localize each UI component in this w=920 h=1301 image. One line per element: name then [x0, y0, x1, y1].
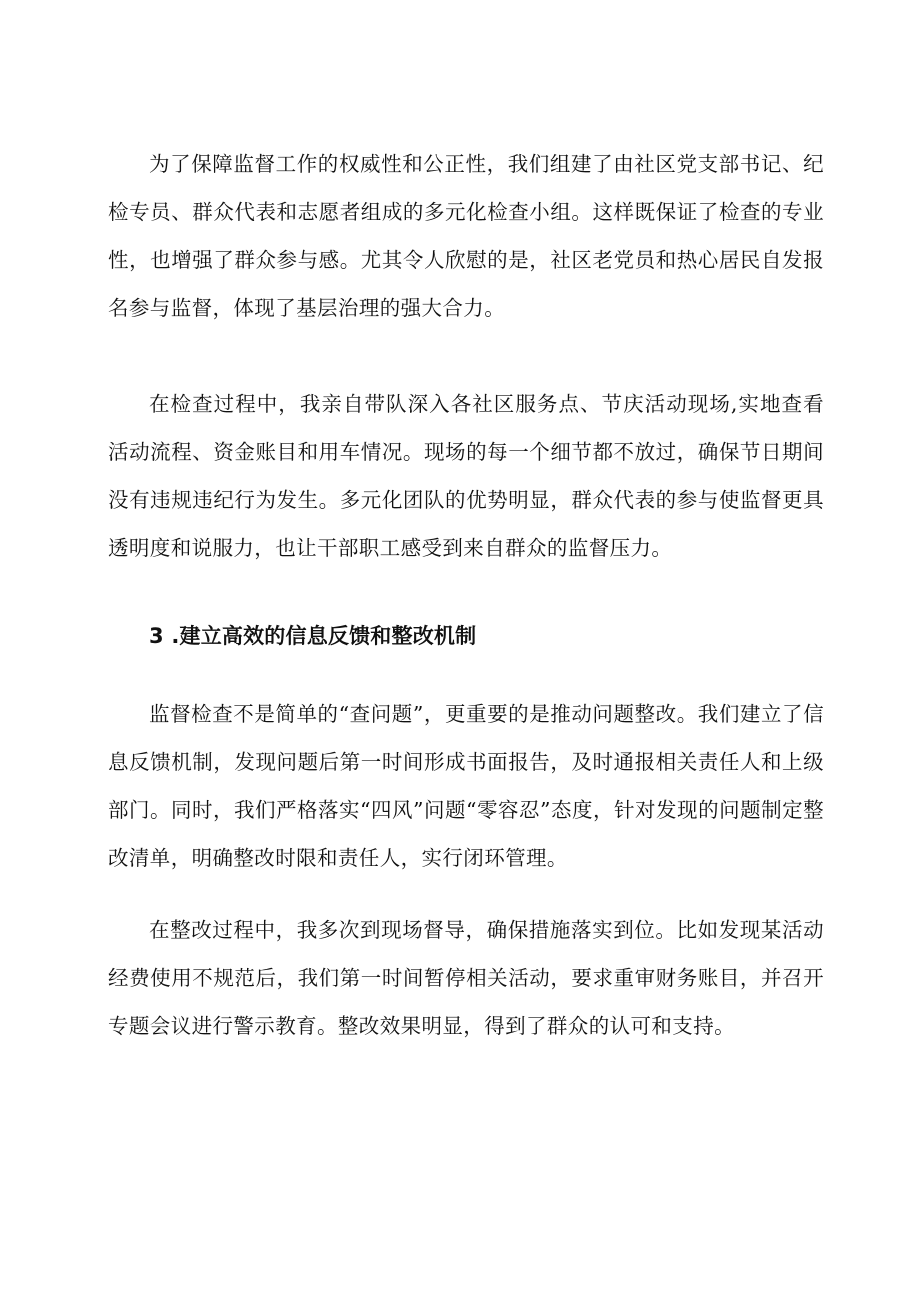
section-heading: 3 .建立高效的信息反馈和整改机制	[149, 624, 477, 648]
section-paragraph-2: 在整改过程中，我多次到现场督导，确保措施落实到位。比如发现某活动经费使用不规范后，我们第一时间暂停相关活动，要求重审财务账目，并召开专题会议进行警示教育。整改效果明显，得到了群众的认可和支持。	[108, 918, 824, 1038]
body-paragraph-2: 在检查过程中，我亲自带队深入各社区服务点、节庆活动现场,实地查看活动流程、资金账目和用车情况。现场的每一个细节都不放过，确保节日期间没有违规违纪行为发生。多元化团队的优势明显，群众代表的参与使监督更具透明度和说服力，也让干部职工感受到来自群众的监督压力。	[108, 392, 824, 560]
section-paragraph-1: 监督检查不是简单的“查问题”，更重要的是推动问题整改。我们建立了信息反馈机制，发现问题后第一时间形成书面报告，及时通报相关责任人和上级部门。同时，我们严格落实“四风”问题“零容忍”态度，针对发现的问题制定整改清单，明确整改时限和责任人，实行闭环管理。	[108, 702, 824, 870]
body-paragraph-1: 为了保障监督工作的权威性和公正性，我们组建了由社区党支部书记、纪检专员、群众代表和志愿者组成的多元化检查小组。这样既保证了检查的专业性，也增强了群众参与感。尤其令人欣慰的是，社区老党员和热心居民自发报名参与监督，体现了基层治理的强大合力。	[108, 152, 824, 320]
